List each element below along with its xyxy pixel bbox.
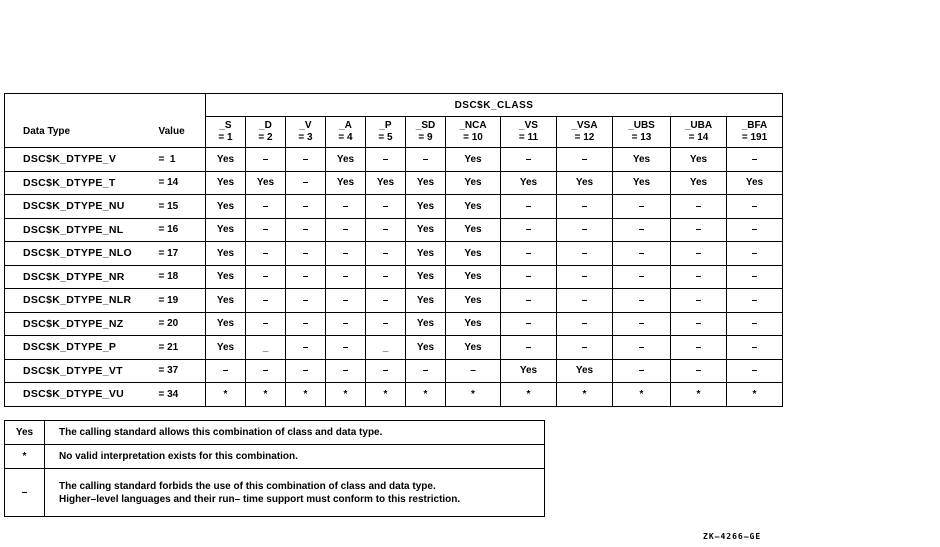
figure-code: ZK–4266–GE <box>703 532 762 541</box>
compatibility-cell: Yes <box>206 312 246 336</box>
class-column-header <box>286 117 326 148</box>
compatibility-cell: – <box>326 218 366 242</box>
table-body <box>5 148 783 407</box>
data-type-cell: DSC$K_DTYPE_VT <box>5 359 155 383</box>
compatibility-cell: – <box>246 195 286 219</box>
table-row <box>5 148 783 172</box>
class-column-value: = 9 <box>418 132 433 143</box>
class-column-name: _D <box>259 120 272 131</box>
compatibility-cell: – <box>613 312 671 336</box>
compatibility-cell: * <box>671 383 727 407</box>
compatibility-cell: – <box>501 242 557 266</box>
table-row <box>5 359 783 383</box>
legend-description-line: The calling standard allows this combination of class and data type. <box>59 427 383 438</box>
class-column-value: = 3 <box>298 132 313 143</box>
compatibility-cell: – <box>557 289 613 313</box>
compatibility-cell: Yes <box>366 171 406 195</box>
table-row <box>5 242 783 266</box>
value-cell: = 17 <box>155 242 206 266</box>
class-column-name: _S <box>219 120 232 131</box>
compatibility-cell: – <box>326 265 366 289</box>
compatibility-cell: – <box>727 218 783 242</box>
compatibility-cell: * <box>366 383 406 407</box>
compatibility-cell: – <box>286 218 326 242</box>
value-header: Value <box>155 117 206 148</box>
class-column-header <box>671 117 727 148</box>
class-column-value: = 5 <box>378 132 393 143</box>
compatibility-cell: Yes <box>206 218 246 242</box>
compatibility-cell: Yes <box>446 148 501 172</box>
class-column-header <box>501 117 557 148</box>
compatibility-cell: – <box>326 359 366 383</box>
data-type-header: Data Type <box>5 117 155 148</box>
compatibility-cell: Yes <box>446 171 501 195</box>
compatibility-cell: – <box>501 195 557 219</box>
compatibility-cell: Yes <box>206 171 246 195</box>
data-type-cell: DSC$K_DTYPE_V <box>5 148 155 172</box>
table-row <box>5 383 783 407</box>
compatibility-cell: – <box>366 312 406 336</box>
value-cell: = 18 <box>155 265 206 289</box>
data-type-cell: DSC$K_DTYPE_T <box>5 171 155 195</box>
compatibility-cell: – <box>671 289 727 313</box>
class-column-name: _UBS <box>628 120 655 131</box>
value-cell: = 34 <box>155 383 206 407</box>
compatibility-cell: – <box>246 218 286 242</box>
compatibility-cell: – <box>501 289 557 313</box>
compatibility-cell: Yes <box>206 242 246 266</box>
compatibility-cell: Yes <box>446 312 501 336</box>
compatibility-cell: – <box>246 312 286 336</box>
class-column-header <box>613 117 671 148</box>
compatibility-cell: – <box>286 312 326 336</box>
class-column-header <box>446 117 501 148</box>
compatibility-cell: – <box>671 312 727 336</box>
compatibility-cell: Yes <box>246 171 286 195</box>
compatibility-cell: Yes <box>671 171 727 195</box>
data-type-cell: DSC$K_DTYPE_NLR <box>5 289 155 313</box>
compatibility-cell: * <box>446 383 501 407</box>
value-cell: = 1 <box>155 148 206 172</box>
compatibility-cell: Yes <box>446 242 501 266</box>
compatibility-cell: – <box>286 148 326 172</box>
class-header-row <box>5 94 783 117</box>
compatibility-cell: Yes <box>446 289 501 313</box>
compatibility-cell: Yes <box>326 148 366 172</box>
table-row <box>5 289 783 313</box>
compatibility-cell: – <box>501 218 557 242</box>
compatibility-cell: – <box>613 336 671 360</box>
compatibility-cell: * <box>557 383 613 407</box>
compatibility-cell: – <box>326 242 366 266</box>
legend-symbol: – <box>5 469 45 517</box>
compatibility-cell: Yes <box>557 171 613 195</box>
compatibility-cell: – <box>671 242 727 266</box>
compatibility-cell: – <box>286 265 326 289</box>
compatibility-cell: – <box>727 148 783 172</box>
compatibility-cell: – <box>366 148 406 172</box>
compatibility-cell: – <box>613 359 671 383</box>
compatibility-cell: – <box>557 195 613 219</box>
table-row <box>5 171 783 195</box>
compatibility-cell: – <box>406 359 446 383</box>
class-column-value: = 12 <box>574 132 595 143</box>
legend-description-line: No valid interpretation exists for this combination. <box>59 451 298 462</box>
compatibility-cell: – <box>366 195 406 219</box>
class-column-name: _VSA <box>571 120 598 131</box>
compatibility-cell: – <box>727 242 783 266</box>
column-header-row <box>5 117 783 148</box>
legend-description <box>45 421 545 445</box>
compatibility-cell: Yes <box>613 148 671 172</box>
class-column-name: _P <box>379 120 392 131</box>
class-column-header <box>366 117 406 148</box>
class-column-header <box>406 117 446 148</box>
compatibility-cell: – <box>501 148 557 172</box>
table-row <box>5 195 783 219</box>
compatibility-cell: – <box>557 265 613 289</box>
class-column-value: = 11 <box>518 132 539 143</box>
legend-row <box>5 421 545 445</box>
compatibility-cell: * <box>326 383 366 407</box>
data-type-cell: DSC$K_DTYPE_NR <box>5 265 155 289</box>
compatibility-cell: – <box>557 312 613 336</box>
class-column-header <box>246 117 286 148</box>
table-row <box>5 336 783 360</box>
compatibility-cell: – <box>501 336 557 360</box>
compatibility-cell: Yes <box>406 289 446 313</box>
compatibility-cell: Yes <box>406 195 446 219</box>
legend-row <box>5 445 545 469</box>
compatibility-cell: Yes <box>446 195 501 219</box>
compatibility-cell: – <box>286 336 326 360</box>
compatibility-cell: – <box>286 289 326 313</box>
class-column-value: = 1 <box>218 132 233 143</box>
compatibility-cell: Yes <box>406 265 446 289</box>
compatibility-cell: Yes <box>446 336 501 360</box>
compatibility-cell: – <box>671 218 727 242</box>
compatibility-cell: – <box>326 312 366 336</box>
data-type-cell: DSC$K_DTYPE_VU <box>5 383 155 407</box>
class-column-header <box>727 117 783 148</box>
compatibility-cell: Yes <box>727 171 783 195</box>
compatibility-cell: Yes <box>501 359 557 383</box>
compatibility-cell: – <box>366 265 406 289</box>
class-column-value: = 10 <box>463 132 483 143</box>
compatibility-cell: Yes <box>446 265 501 289</box>
compatibility-cell: – <box>671 359 727 383</box>
class-column-value: = 191 <box>741 132 768 143</box>
compatibility-cell: * <box>206 383 246 407</box>
compatibility-cell: – <box>366 359 406 383</box>
class-column-name: _V <box>299 120 312 131</box>
compatibility-cell: – <box>286 242 326 266</box>
compatibility-cell: * <box>406 383 446 407</box>
compatibility-cell: – <box>727 265 783 289</box>
compatibility-cell: * <box>246 383 286 407</box>
compatibility-cell: Yes <box>206 289 246 313</box>
compatibility-cell: – <box>671 336 727 360</box>
value-cell: = 37 <box>155 359 206 383</box>
compatibility-cell: Yes <box>206 265 246 289</box>
compatibility-cell: * <box>613 383 671 407</box>
compatibility-cell: – <box>246 148 286 172</box>
compatibility-cell: Yes <box>206 336 246 360</box>
data-type-cell: DSC$K_DTYPE_P <box>5 336 155 360</box>
compatibility-cell: _ <box>366 336 406 360</box>
compatibility-cell: – <box>613 195 671 219</box>
class-column-name: _VS <box>519 120 538 131</box>
compatibility-cell: – <box>557 242 613 266</box>
compatibility-cell: – <box>246 359 286 383</box>
class-header: DSC$K_CLASS <box>206 94 783 117</box>
compatibility-cell: – <box>206 359 246 383</box>
compatibility-cell: Yes <box>406 336 446 360</box>
compatibility-cell: – <box>727 336 783 360</box>
value-cell: = 15 <box>155 195 206 219</box>
compatibility-cell: – <box>366 242 406 266</box>
class-column-name: _UBA <box>684 120 713 131</box>
legend-symbol: * <box>5 445 45 469</box>
legend-symbol: Yes <box>5 421 45 445</box>
value-cell: = 14 <box>155 171 206 195</box>
compatibility-cell: – <box>286 359 326 383</box>
compatibility-cell: – <box>246 265 286 289</box>
value-cell: = 19 <box>155 289 206 313</box>
compatibility-cell: * <box>286 383 326 407</box>
compatibility-cell: – <box>557 148 613 172</box>
compatibility-cell: – <box>246 289 286 313</box>
compatibility-cell: – <box>727 195 783 219</box>
compatibility-cell: – <box>501 312 557 336</box>
legend-description-line: Higher–level languages and their run– time support must conform to this restriction. <box>59 493 461 505</box>
table-row <box>5 312 783 336</box>
compatibility-cell: Yes <box>206 195 246 219</box>
compatibility-cell: Yes <box>557 359 613 383</box>
value-cell: = 16 <box>155 218 206 242</box>
compatibility-cell: – <box>727 312 783 336</box>
compatibility-cell: – <box>727 359 783 383</box>
compatibility-cell: Yes <box>406 242 446 266</box>
data-type-cell: DSC$K_DTYPE_NU <box>5 195 155 219</box>
value-cell: = 21 <box>155 336 206 360</box>
data-type-cell: DSC$K_DTYPE_NL <box>5 218 155 242</box>
compatibility-cell: _ <box>246 336 286 360</box>
compatibility-cell: – <box>671 195 727 219</box>
legend-description <box>45 469 545 517</box>
compatibility-cell: * <box>727 383 783 407</box>
compatibility-cell: – <box>366 289 406 313</box>
value-cell: = 20 <box>155 312 206 336</box>
compatibility-cell: Yes <box>501 171 557 195</box>
data-type-cell: DSC$K_DTYPE_NLO <box>5 242 155 266</box>
class-column-name: _A <box>339 120 352 131</box>
table-row <box>5 218 783 242</box>
legend-description <box>45 445 545 469</box>
legend-row <box>5 469 545 517</box>
class-column-name: _NCA <box>459 120 487 131</box>
compatibility-cell: Yes <box>406 218 446 242</box>
compatibility-cell: Yes <box>326 171 366 195</box>
compatibility-cell: – <box>406 148 446 172</box>
compatibility-cell: – <box>446 359 501 383</box>
compatibility-cell: Yes <box>671 148 727 172</box>
compatibility-cell: Yes <box>406 171 446 195</box>
compatibility-cell: – <box>613 242 671 266</box>
compatibility-cell: * <box>501 383 557 407</box>
class-column-header <box>326 117 366 148</box>
class-dtype-table <box>4 93 783 407</box>
class-column-value: = 4 <box>338 132 353 143</box>
compatibility-cell: – <box>557 336 613 360</box>
compatibility-cell: – <box>613 265 671 289</box>
compatibility-cell: – <box>326 195 366 219</box>
compatibility-cell: Yes <box>446 218 501 242</box>
compatibility-cell: – <box>326 289 366 313</box>
class-column-header <box>557 117 613 148</box>
compatibility-cell: – <box>613 289 671 313</box>
class-column-header <box>206 117 246 148</box>
class-column-name: _SD <box>415 120 436 131</box>
compatibility-cell: – <box>557 218 613 242</box>
header-blank-cell <box>5 94 206 117</box>
class-column-name: _BFA <box>741 120 768 131</box>
compatibility-cell: – <box>613 218 671 242</box>
compatibility-cell: – <box>671 265 727 289</box>
compatibility-cell: Yes <box>206 148 246 172</box>
table-row <box>5 265 783 289</box>
compatibility-cell: Yes <box>613 171 671 195</box>
class-column-value: = 13 <box>631 132 652 143</box>
compatibility-cell: – <box>501 265 557 289</box>
compatibility-cell: – <box>366 218 406 242</box>
compatibility-cell: – <box>727 289 783 313</box>
legend-table <box>4 420 545 517</box>
compatibility-cell: – <box>246 242 286 266</box>
compatibility-cell: Yes <box>406 312 446 336</box>
data-type-cell: DSC$K_DTYPE_NZ <box>5 312 155 336</box>
legend-description-line: The calling standard forbids the use of this combination of class and data type. <box>59 480 436 492</box>
compatibility-cell: – <box>326 336 366 360</box>
class-column-value: = 14 <box>688 132 709 143</box>
class-column-value: = 2 <box>258 132 273 143</box>
compatibility-cell: – <box>286 171 326 195</box>
compatibility-cell: – <box>286 195 326 219</box>
